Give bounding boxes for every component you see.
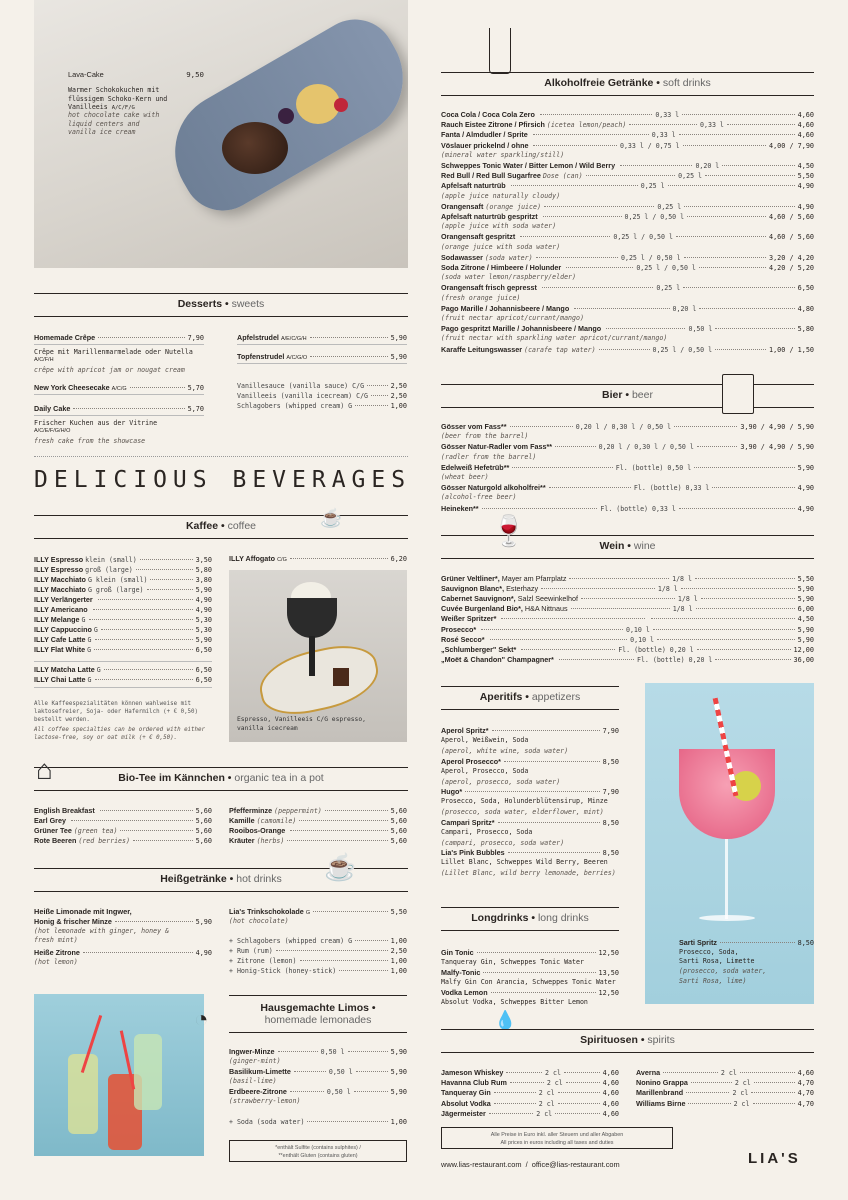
soft-drink-item: Orangensaft frisch gepresst 0,25 l 6,50 (441, 283, 815, 293)
soft-drink-item: Coca Cola / Coca Cola Zero 0,33 l 4,60 (441, 110, 814, 119)
lemonade-item: Erdbeere-Zitrone 0,50 l 5,90 (229, 1087, 407, 1096)
footer-website[interactable]: www.lias-restaurant.com (441, 1160, 522, 1169)
longdrink-item-de: Absolut Vodka, Schweppes Bitter Lemon (441, 998, 588, 1006)
coffee-item: ILLY Melange G 5,30 (34, 615, 212, 624)
longdrink-item-de: Malfy Gin Con Arancia, Schweppes Tonic Water (441, 978, 616, 986)
spirits-header: Spirituosen • spirits (441, 1029, 814, 1053)
soft-drink-item: Rauch Eistee Zitrone / Pfirsich (icetea lemon/peach) 0,33 l 4,60 (441, 120, 814, 130)
prices-note: Alle Preise in Euro inkl. aller Steuern und aller Abgaben All prices in euros including all taxes and duties (441, 1127, 673, 1149)
wine-item: Cuvée Burgenland Bio*, H&A Nittnaus 1/8 l 6,00 (441, 604, 815, 614)
coffee-header: Kaffee • coffee (34, 515, 408, 539)
soft-drink-item: Pago gespritzt Marille / Johannisbeere / Mango 0,50 l 5,80 (441, 324, 815, 334)
spirit-item: Nonino Grappa 2 cl 4,70 (636, 1078, 814, 1088)
lemonade-item: Basilikum-Limette 0,50 l 5,90 (229, 1067, 407, 1076)
daily-cake-en: fresh cake from the showcase (34, 437, 146, 445)
tea-item: Pfefferminze (peppermint) 5,60 (229, 806, 407, 815)
coffee-item: ILLY Espresso groß (large) 5,80 (34, 565, 212, 574)
lemonade-item-en: (strawberry-lemon) (229, 1097, 301, 1105)
beer-item: Gösser Naturgold alkoholfrei** Fl. (bottle) 0,33 l 4,90 (441, 483, 815, 493)
longdrink-item: Malfy-Tonic 13,50 (441, 968, 619, 977)
lemonade-item-en: (basil-lime) (229, 1077, 277, 1085)
desserts-subtitle: sweets (231, 298, 265, 310)
soft-drink-item-en: (soda water lemon/raspberry/elder) (441, 273, 576, 282)
tea-item: Kräuter (herbs) 5,60 (229, 836, 407, 845)
drop-icon: 💧 (494, 1010, 517, 1030)
lemon-slice-icon: ◔ (194, 1006, 209, 1033)
beer-item-en: (beer from the barrel) (441, 432, 529, 441)
soft-drink-item: Fanta / Almdudler / Sprite 0,33 l 4,60 (441, 130, 814, 140)
lemonades-header: Hausgemachte Limos • homemade lemonades (229, 995, 407, 1033)
hot-lemon: Heiße Zitrone 4,90 (34, 948, 212, 957)
crepe-en: crêpe with apricot jam or nougat cream (34, 366, 185, 374)
soft-drink-item: Karaffe Leitungswasser (carafe tap water) 0,25 l / 0,50 l 1,00 / 1,50 (441, 344, 814, 354)
sarti-en1: (prosecco, soda water, (679, 967, 767, 975)
dessert-cheesecake: New York Cheesecake A/C/G 5,70 (34, 383, 204, 392)
soft-drink-item: Schweppes Tonic Water / Bitter Lemon / Wild Berry 0,20 l 4,50 (441, 161, 815, 170)
dessert-apfelstrudel: Apfelstrudel A/E/C/G/H 5,90 (237, 333, 407, 342)
drink-cup-icon (489, 28, 511, 74)
lava-cake-allergens: A/C/F/G (111, 105, 135, 111)
restaurant-logo: LIA'S (748, 1150, 801, 1167)
tea-item: Rooibos-Orange 5,60 (229, 826, 407, 835)
soft-drink-item: Orangensaft gespritzt 0,25 l / 0,50 l 4,60 / 5,60 (441, 232, 815, 242)
tea-item: Rote Beeren (red berries) 5,60 (34, 836, 212, 845)
soft-drink-item: Apfelsaft naturtrüb 0,25 l 4,90 (441, 181, 815, 191)
coffee-item: ILLY Macchiato G groß (large) 5,90 (34, 585, 212, 594)
dessert-extra-vanilla-sauce: Vanillesauce (vanilla sauce) C/G 2,50 (237, 382, 407, 390)
soft-drink-item-en: (fresh orange juice) (441, 293, 521, 302)
aperitif-item-de: Aperol, Prosecco, Soda (441, 766, 529, 775)
beer-item-en: (radler from the barrel) (441, 452, 537, 461)
hot-drink-extra: + Rum (rum) 2,50 (229, 947, 407, 955)
hot-lemonade-en: (hot lemonade with ginger, honey & fresh mint) (34, 927, 169, 944)
hot-drink-extra: + Schlagobers (whipped cream) G 1,00 (229, 937, 407, 945)
wine-header: Wein • wine (441, 535, 814, 559)
spirit-item: Jägermeister 2 cl 4,60 (441, 1108, 620, 1118)
soft-drink-item: Red Bull / Red Bull Sugarfree Dose (can) 0,25 l 5,50 (441, 171, 814, 181)
coffee-item: ILLY Verlängerter 4,90 (34, 595, 212, 604)
coffee-item: ILLY Cappuccino G 5,30 (34, 625, 212, 634)
daily-cake-allergens: A/C/E/F/G/H/O (34, 428, 71, 434)
aperitif-item-de: Campari, Prosecco, Soda (441, 827, 533, 836)
soft-drink-item: Soda Zitrone / Himbeere / Holunder 0,25 l / 0,50 l 4,20 / 5,20 (441, 263, 814, 272)
soft-drink-item-en: (fruit nectar with sparkling water apricot/currant/mango) (441, 334, 668, 343)
affogato-caption: Espresso, Vanilleeis C/G espresso, vanilla icecream (237, 716, 366, 732)
beer-item-en: (alcohol-free beer) (441, 493, 517, 502)
wine-item: Cabernet Sauvignon*, Salzl Seewinkelhof 1/8 l 5,90 (441, 594, 815, 604)
aperitif-item-en: (prosecco, soda water, elderflower, mint) (441, 808, 604, 816)
mug-icon: ☕ (324, 852, 357, 882)
lava-cake-description (68, 86, 198, 113)
spirit-item: Absolut Vodka 2 cl 4,60 (441, 1098, 619, 1108)
aperitif-item-de: Aperol, Weißwein, Soda (441, 736, 529, 744)
aperitif-item-en: (aperol, white wine, soda water) (441, 747, 569, 755)
lava-cake-row (68, 70, 204, 79)
beer-item: Heineken** Fl. (bottle) 0,33 l 4,90 (441, 503, 814, 513)
hot-lemonade-line1: Heiße Limonade mit Ingwer, (34, 907, 132, 916)
dessert-extra-whipped-cream: Schlagobers (whipped cream) G 1,00 (237, 402, 407, 410)
spirit-item: Marillenbrand 2 cl 4,70 (636, 1088, 814, 1098)
wine-item: „Schlumberger" Sekt* Fl. (bottle) 0,20 l 12,00 (441, 644, 814, 654)
dessert-crepe: Homemade Crêpe 7,90 (34, 333, 204, 342)
coffee-beans-icon: ☕ (320, 508, 343, 528)
wine-item: Rosé Secco* 0,10 l 5,90 (441, 634, 814, 644)
wine-item: „Moët & Chandon" Champagner* Fl. (bottle) 0,20 l 36,00 (441, 654, 815, 664)
aperitif-sarti-spritz: Sarti Spritz 8,50 (679, 938, 814, 947)
coffee-item: ILLY Espresso klein (small) 3,50 (34, 555, 212, 564)
coffee-item: ILLY Cafe Latte G 5,90 (34, 635, 212, 644)
crepe-de: Crêpe mit Marillenmarmelade oder Nutella (34, 348, 193, 356)
lava-cake-name: Lava-Cake (68, 70, 104, 79)
longdrink-item: Vodka Lemon 12,50 (441, 988, 619, 997)
soft-drink-item: Apfelsaft naturtrüb gespritzt 0,25 l / 0,50 l 4,60 / 5,60 (441, 212, 815, 221)
aperitif-item: Hugo* 7,90 (441, 787, 619, 796)
spirit-item: Williams Birne 2 cl 4,70 (636, 1098, 815, 1108)
beer-item-en: (wheat beer) (441, 473, 489, 481)
longdrinks-header: Longdrinks • long drinks (441, 907, 619, 931)
soft-drink-item-en: (fruit nectar apricot/currant/mango) (441, 314, 584, 322)
aperitif-item-en: (aperol, prosecco, soda water) (441, 777, 561, 786)
wine-glass-icon: 🍷 (490, 515, 528, 548)
soft-drinks-header: Alkoholfreie Getränke • soft drinks (441, 72, 814, 96)
beer-item: Gösser Natur-Radler vom Fass** 0,20 l / 0,30 l / 0,50 l 3,90 / 4,90 / 5,90 (441, 442, 815, 452)
spirit-item: Tanqueray Gin 2 cl 4,60 (441, 1088, 619, 1098)
hot-lemon-en: (hot lemon) (34, 958, 78, 966)
tea-item: English Breakfast 5,60 (34, 806, 212, 815)
dessert-topfenstrudel: Topfenstrudel A/C/G/O 5,90 (237, 352, 407, 361)
coffee-item: ILLY Americano 4,90 (34, 605, 212, 614)
lemonade-item: Ingwer-Minze 0,50 l 5,90 (229, 1047, 408, 1056)
beer-mug-icon (722, 374, 754, 414)
aperitif-item-en: (Lillet Blanc, wild berry lemonade, berries) (441, 869, 616, 877)
sarti-de2: Sarti Rosa, Limette (679, 957, 755, 965)
longdrink-item-de: Tanqueray Gin, Schweppes Tonic Water (441, 958, 584, 966)
soft-drink-item-en: (apple juice naturally cloudy) (441, 191, 561, 200)
coffee-item: ILLY Chai Latte G 6,50 (34, 675, 212, 684)
dessert-extra-vanilla-icecream: Vanilleeis (vanilla icecream) C/G 2,50 (237, 392, 407, 400)
coffee-note-de: Alle Kaffeespezialitäten können wahlweise mit laktosefreier, Soja- oder Hafermilch (+ € 0,50) bestellt werden. (34, 701, 199, 723)
crepe-allergens: A/C/F/H (34, 357, 54, 363)
soft-drink-item: Sodawasser (soda water) 0,25 l / 0,50 l 3,20 / 4,20 (441, 252, 814, 262)
tea-item: Kamille (camomile) 5,60 (229, 816, 407, 825)
coffee-affogato: ILLY Affogato C/G 6,20 (229, 554, 407, 563)
allergen-footnote: *enthält Sulfite (contains sulphites) / **enthält Gluten (contains gluten) (229, 1140, 407, 1162)
lemonade-photo (34, 994, 204, 1156)
tea-item: Grüner Tee (green tea) 5,60 (34, 826, 212, 835)
soft-drink-item-en: (orange juice with soda water) (441, 242, 561, 251)
aperitif-item: Campari Spritz* 8,50 (441, 817, 619, 827)
aperitif-item: Lia's Pink Bubbles 8,50 (441, 848, 619, 857)
lemonade-soda: + Soda (soda water) 1,00 (229, 1118, 407, 1126)
aperitif-item-en: (campari, prosecco, soda water) (441, 838, 565, 847)
spirit-item: Havanna Club Rum 2 cl 4,60 (441, 1078, 620, 1088)
tea-header: Bio-Tee im Kännchen • organic tea in a pot (34, 767, 408, 791)
beer-header: Bier • beer (441, 384, 814, 408)
beer-item: Edelweiß Hefetrüb** Fl. (bottle) 0,50 l 5,90 (441, 462, 815, 472)
lemonade-item-en: (ginger-mint) (229, 1057, 281, 1065)
lava-cake-de: Warmer Schokokuchen mit flüssigem Schoko-Kern und Vanilleeis (68, 86, 168, 111)
aperitifs-header: Aperitifs • appetizers (441, 686, 619, 710)
sarti-de1: Prosecco, Soda, (679, 948, 739, 956)
desserts-title: Desserts (177, 298, 223, 310)
coffee-item: ILLY Flat White G 6,50 (34, 645, 212, 654)
coffee-note-en: All coffee specialties can be ordered with either lactose-free, soy or oat milk (+ € 0,50). (34, 727, 206, 741)
beer-item: Gösser vom Fass** 0,20 l / 0,30 l / 0,50 l 3,90 / 4,90 / 5,90 (441, 422, 815, 431)
coffee-item: ILLY Macchiato G klein (small) 3,80 (34, 575, 212, 584)
wine-item: Grüner Veltliner*, Mayer am Pfarrplatz 1/8 l 5,50 (441, 574, 815, 583)
dessert-daily-cake: Daily Cake 5,70 (34, 404, 204, 413)
aperitif-item-de: Lillet Blanc, Schweppes Wild Berry, Beeren (441, 858, 608, 866)
aperitif-item: Aperol Prosecco* 8,50 (441, 756, 619, 766)
lava-cake-price: 9,50 (186, 70, 204, 79)
aperitif-item: Aperol Spritz* 7,90 (441, 726, 619, 735)
spirit-item: Jameson Whiskey 2 cl 4,60 (441, 1068, 619, 1077)
daily-cake-de: Frischer Kuchen aus der Vitrine (34, 419, 158, 427)
tea-item: Earl Grey 5,60 (34, 816, 212, 825)
coffee-item: ILLY Matcha Latte G 6,50 (34, 665, 212, 674)
wine-item: Weißer Spritzer* 4,50 (441, 614, 815, 624)
spirit-item: Averna 2 cl 4,60 (636, 1068, 814, 1077)
soft-drink-item-en: (apple juice with soda water) (441, 222, 557, 231)
wine-item: Sauvignon Blanc*, Esterhazy 1/8 l 5,90 (441, 584, 814, 594)
hot-drink-extra: + Honig-Stick (honey-stick) 1,00 (229, 967, 407, 975)
lava-cake-en: hot chocolate cake with liquid centers and vanilla ice cream (68, 111, 160, 136)
footer-email[interactable]: office@lias-restaurant.com (531, 1160, 620, 1169)
longdrink-item: Gin Tonic 12,50 (441, 948, 619, 957)
soft-drink-item: Vöslauer prickelnd / ohne 0,33 l / 0,75 l 4,00 / 7,90 (441, 140, 815, 150)
hot-drink-extra: + Zitrone (lemon) 1,00 (229, 957, 407, 965)
hot-lemonade: Honig & frischer Minze 5,90 (34, 917, 212, 926)
soft-drink-item: Pago Marille / Johannisbeere / Mango 0,20 l 4,80 (441, 303, 815, 313)
soft-drink-item: Orangensaft (orange juice) 0,25 l 4,90 (441, 201, 814, 211)
sarti-en2: Sarti Rosa, lime) (679, 977, 747, 985)
hot-chocolate: Lia's Trinkschokolade G 5,50 (229, 907, 407, 916)
hot-chocolate-en: (hot chocolate) (229, 917, 289, 925)
wine-item: Prosecco* 0,10 l 5,90 (441, 624, 814, 634)
hot-drinks-header: Heißgetränke • hot drinks (34, 868, 408, 892)
footer-contact: www.lias-restaurant.com / office@lias-restaurant.com (441, 1160, 620, 1169)
aperitif-item-de: Prosecco, Soda, Holunderblütensirup, Minze (441, 797, 608, 805)
headline: DELICIOUS BEVERAGES (34, 467, 412, 493)
soft-drink-item-en: (mineral water sparkling/still) (441, 150, 565, 159)
desserts-header: Desserts • sweets (34, 293, 408, 317)
teapot-icon: ⌂ (36, 754, 53, 785)
